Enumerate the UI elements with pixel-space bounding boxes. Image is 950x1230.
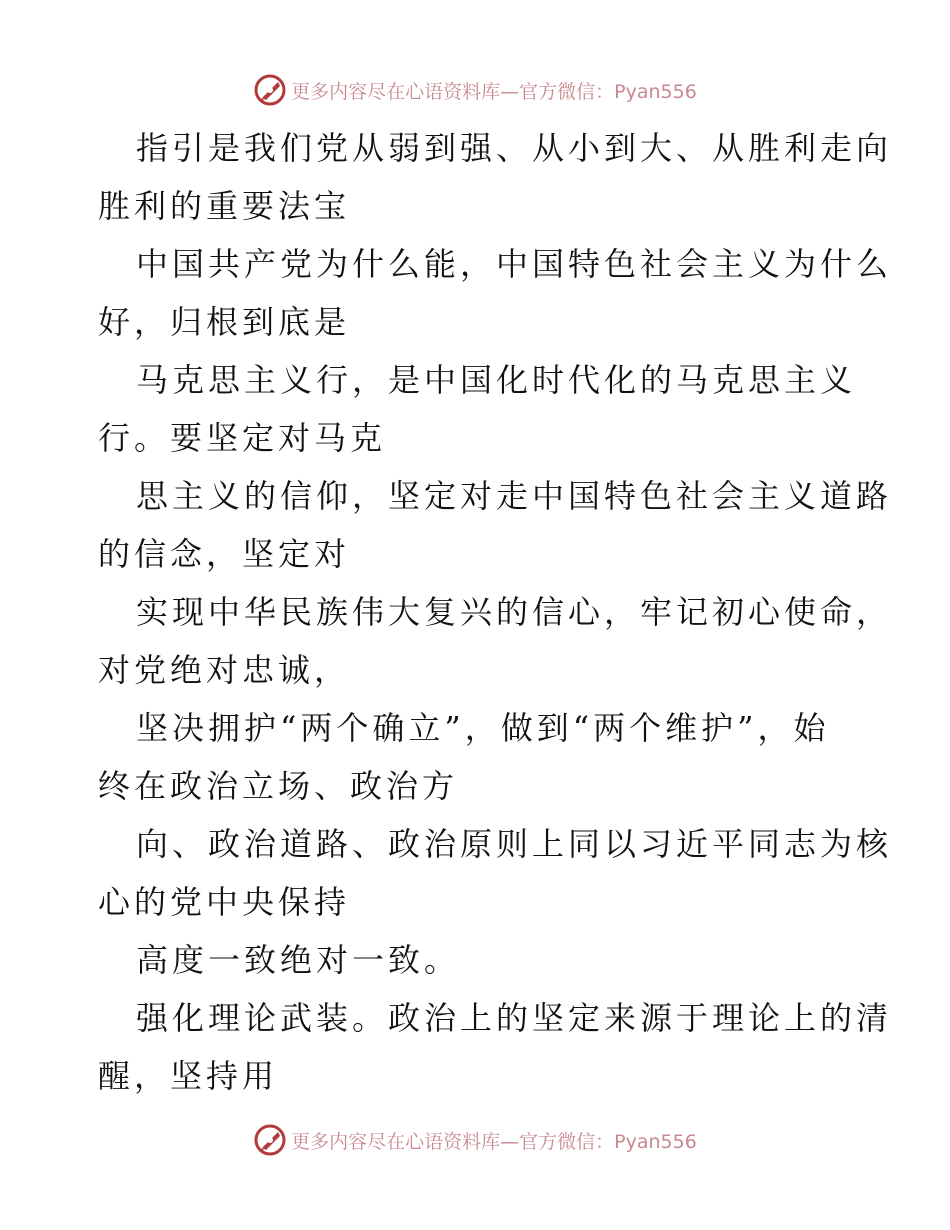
text-line: 向、政治道路、政治原则上同以习近平同志为核 (136, 825, 893, 863)
text-line: 思主义的信仰，坚定对走中国特色社会主义道路 (136, 477, 893, 515)
text-line: 的信念，坚定对 (98, 535, 351, 573)
text-line: 指引是我们党从弱到强、从小到大、从胜利走向 (136, 129, 893, 167)
text-line: 好，归根到底是 (98, 303, 351, 341)
text-line: 心的党中央保持 (98, 883, 351, 921)
text-line: 强化理论武装。政治上的坚定来源于理论上的清 (136, 999, 893, 1037)
quill-pen-logo-icon (253, 73, 287, 107)
header-banner (0, 70, 950, 110)
text-line: 对党绝对忠诚， (98, 651, 351, 689)
footer-banner-text: 更多内容尽在心语资料库—官方微信：Pyan556 (291, 1130, 697, 1153)
quill-pen-logo-icon (253, 1123, 287, 1157)
footer-banner (0, 1120, 950, 1160)
header-banner-text: 更多内容尽在心语资料库—官方微信：Pyan556 (291, 80, 697, 103)
text-line: 中国共产党为什么能，中国特色社会主义为什么 (136, 245, 893, 283)
text-line: 醒，坚持用 (98, 1057, 279, 1095)
text-line: 实现中华民族伟大复兴的信心，牢记初心使命， (136, 593, 893, 631)
text-line: 行。要坚定对马克 (98, 419, 387, 457)
text-line: 坚决拥护“两个确立”，做到“两个维护”，始 (136, 709, 830, 747)
text-line: 高度一致绝对一致。 (136, 941, 461, 979)
text-line: 马克思主义行，是中国化时代化的马克思主义 (136, 361, 857, 399)
text-line: 终在政治立场、政治方 (98, 767, 459, 805)
text-line: 胜利的重要法宝 (98, 187, 351, 225)
